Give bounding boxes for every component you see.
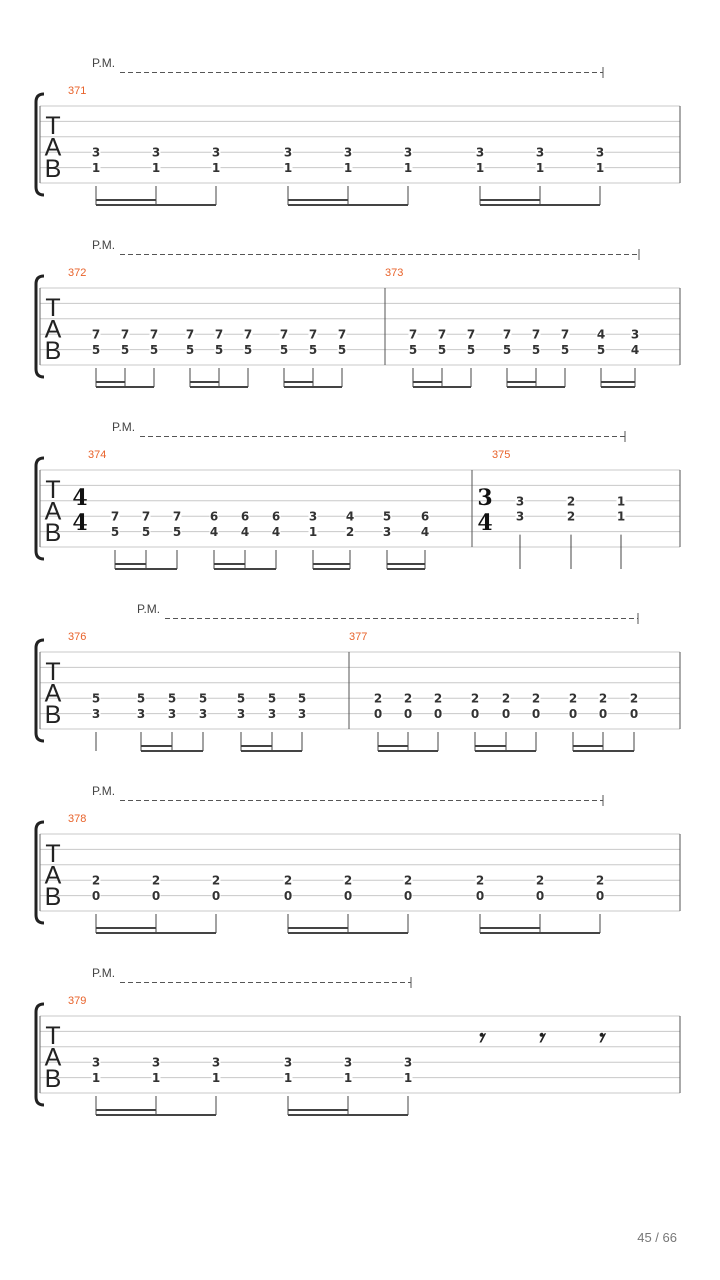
fret-number: 0 [535, 889, 545, 904]
fret-number: 2 [373, 691, 383, 706]
fret-number: 5 [214, 343, 224, 358]
tab-clef-letter: A [44, 1043, 62, 1072]
fret-number: 7 [279, 327, 289, 342]
fret-number: 7 [172, 509, 182, 524]
fret-number: 3 [151, 1055, 161, 1070]
tab-clef-letter: B [44, 155, 62, 183]
fret-number: 4 [596, 327, 606, 342]
time-signature-bottom: 4 [477, 510, 493, 536]
tab-clef-letter: T [45, 112, 61, 140]
fret-number: 5 [120, 343, 130, 358]
fret-number: 5 [437, 343, 447, 358]
fret-number: 7 [408, 327, 418, 342]
fret-number: 2 [598, 691, 608, 706]
fret-number: 2 [535, 873, 545, 888]
fret-number: 5 [136, 691, 146, 706]
fret-number: 2 [566, 509, 576, 524]
fret-number: 6 [420, 509, 430, 524]
fret-number: 7 [120, 327, 130, 342]
fret-number: 5 [110, 525, 120, 540]
fret-number: 7 [502, 327, 512, 342]
fret-number: 0 [403, 707, 413, 722]
fret-number: 0 [595, 889, 605, 904]
fret-number: 7 [308, 327, 318, 342]
fret-number: 0 [629, 707, 639, 722]
fret-number: 5 [279, 343, 289, 358]
tab-clef-letter: T [45, 840, 61, 868]
fret-number: 3 [91, 145, 101, 160]
fret-number: 6 [271, 509, 281, 524]
fret-number: 7 [243, 327, 253, 342]
measure-number: 374 [88, 449, 107, 461]
fret-number: 3 [403, 145, 413, 160]
fret-number: 4 [209, 525, 219, 540]
fret-number: 3 [535, 145, 545, 160]
tab-system [36, 238, 680, 387]
fret-number: 5 [466, 343, 476, 358]
fret-number: 1 [211, 161, 221, 176]
time-signature-top: 4 [72, 485, 88, 511]
fret-number: 1 [283, 1071, 293, 1086]
tab-clef-letter: T [45, 476, 61, 504]
fret-number: 2 [595, 873, 605, 888]
fret-number: 0 [373, 707, 383, 722]
measure-number: 371 [68, 85, 87, 97]
eighth-rest: 𝄾 [536, 1023, 544, 1052]
fret-number: 2 [343, 873, 353, 888]
fret-number: 3 [343, 1055, 353, 1070]
fret-number: 5 [198, 691, 208, 706]
measure-number: 379 [68, 995, 87, 1007]
fret-number: 5 [185, 343, 195, 358]
measure-number: 373 [385, 267, 404, 279]
tab-system [36, 784, 680, 933]
tab-clef-letter: T [45, 1022, 61, 1050]
fret-number: 5 [297, 691, 307, 706]
fret-number: 3 [198, 707, 208, 722]
fret-number: 5 [267, 691, 277, 706]
fret-number: 1 [616, 494, 626, 509]
time-signature-top: 3 [477, 485, 493, 511]
palm-mute-label: P.M. [92, 784, 116, 798]
fret-number: 1 [403, 161, 413, 176]
fret-number: 5 [502, 343, 512, 358]
tab-clef-letter: B [44, 883, 62, 911]
fret-number: 3 [136, 707, 146, 722]
fret-number: 3 [167, 707, 177, 722]
fret-number: 0 [568, 707, 578, 722]
fret-number: 5 [91, 691, 101, 706]
palm-mute-label: P.M. [112, 420, 136, 434]
fret-number: 0 [211, 889, 221, 904]
fret-number: 7 [110, 509, 120, 524]
fret-number: 3 [211, 145, 221, 160]
measure-number: 377 [349, 631, 368, 643]
fret-number: 5 [408, 343, 418, 358]
fret-number: 7 [149, 327, 159, 342]
fret-number: 4 [271, 525, 281, 540]
fret-number: 2 [629, 691, 639, 706]
fret-number: 2 [283, 873, 293, 888]
fret-number: 6 [240, 509, 250, 524]
fret-number: 2 [531, 691, 541, 706]
tab-clef-letter: T [45, 294, 61, 322]
time-signature-bottom: 4 [72, 510, 88, 536]
measure-number: 376 [68, 631, 87, 643]
fret-number: 5 [149, 343, 159, 358]
tab-clef-letter: T [45, 658, 61, 686]
fret-number: 2 [433, 691, 443, 706]
fret-number: 0 [343, 889, 353, 904]
eighth-rest: 𝄾 [476, 1023, 484, 1052]
fret-number: 5 [172, 525, 182, 540]
fret-number: 2 [470, 691, 480, 706]
tab-system [36, 56, 680, 205]
fret-number: 1 [91, 1071, 101, 1086]
page-separator: / [651, 1230, 663, 1245]
fret-number: 0 [151, 889, 161, 904]
fret-number: 1 [616, 509, 626, 524]
tab-system [36, 602, 680, 751]
fret-number: 3 [211, 1055, 221, 1070]
fret-number: 2 [475, 873, 485, 888]
fret-number: 3 [403, 1055, 413, 1070]
fret-number: 1 [308, 525, 318, 540]
fret-number: 3 [515, 509, 525, 524]
fret-number: 7 [141, 509, 151, 524]
fret-number: 1 [91, 161, 101, 176]
palm-mute-label: P.M. [92, 238, 116, 252]
fret-number: 7 [437, 327, 447, 342]
fret-number: 3 [308, 509, 318, 524]
fret-number: 3 [595, 145, 605, 160]
page-total: 66 [662, 1230, 677, 1245]
fret-number: 5 [596, 343, 606, 358]
tab-system [36, 966, 680, 1115]
fret-number: 1 [343, 1071, 353, 1086]
fret-number: 5 [167, 691, 177, 706]
fret-number: 3 [630, 327, 640, 342]
fret-number: 2 [91, 873, 101, 888]
fret-number: 3 [91, 1055, 101, 1070]
fret-number: 7 [560, 327, 570, 342]
fret-number: 6 [209, 509, 219, 524]
fret-number: 7 [337, 327, 347, 342]
fret-number: 0 [598, 707, 608, 722]
fret-number: 4 [240, 525, 250, 540]
fret-number: 0 [403, 889, 413, 904]
fret-number: 0 [91, 889, 101, 904]
eighth-rest: 𝄾 [596, 1023, 604, 1052]
fret-number: 1 [283, 161, 293, 176]
tab-clef-letter: B [44, 519, 62, 547]
tab-clef-letter: A [44, 133, 62, 162]
fret-number: 0 [433, 707, 443, 722]
fret-number: 1 [151, 161, 161, 176]
fret-number: 3 [382, 525, 392, 540]
fret-number: 3 [283, 1055, 293, 1070]
measure-number: 378 [68, 813, 87, 825]
fret-number: 2 [566, 494, 576, 509]
fret-number: 7 [185, 327, 195, 342]
palm-mute-label: P.M. [92, 56, 116, 70]
fret-number: 3 [475, 145, 485, 160]
fret-number: 2 [403, 691, 413, 706]
fret-number: 7 [531, 327, 541, 342]
measure-number: 375 [492, 449, 511, 461]
fret-number: 5 [382, 509, 392, 524]
fret-number: 5 [236, 691, 246, 706]
tab-clef-letter: B [44, 337, 62, 365]
fret-number: 4 [345, 509, 355, 524]
page-number [637, 1230, 677, 1245]
fret-number: 7 [91, 327, 101, 342]
fret-number: 0 [470, 707, 480, 722]
fret-number: 2 [501, 691, 511, 706]
fret-number: 2 [568, 691, 578, 706]
fret-number: 3 [267, 707, 277, 722]
fret-number: 5 [337, 343, 347, 358]
tab-clef-letter: B [44, 701, 62, 729]
fret-number: 1 [403, 1071, 413, 1086]
fret-number: 3 [151, 145, 161, 160]
fret-number: 3 [297, 707, 307, 722]
fret-number: 2 [403, 873, 413, 888]
fret-number: 1 [475, 161, 485, 176]
tab-clef-letter: A [44, 497, 62, 526]
palm-mute-label: P.M. [137, 602, 161, 616]
page-current: 45 [637, 1230, 652, 1245]
fret-number: 4 [420, 525, 430, 540]
palm-mute-label: P.M. [92, 966, 116, 980]
measure-number: 372 [68, 267, 87, 279]
fret-number: 5 [531, 343, 541, 358]
fret-number: 2 [211, 873, 221, 888]
fret-number: 5 [308, 343, 318, 358]
fret-number: 2 [345, 525, 355, 540]
fret-number: 3 [91, 707, 101, 722]
fret-number: 5 [560, 343, 570, 358]
fret-number: 3 [236, 707, 246, 722]
tab-clef-letter: A [44, 679, 62, 708]
fret-number: 1 [535, 161, 545, 176]
fret-number: 3 [343, 145, 353, 160]
fret-number: 0 [475, 889, 485, 904]
tab-system [36, 420, 680, 569]
fret-number: 0 [531, 707, 541, 722]
fret-number: 2 [151, 873, 161, 888]
tab-clef-letter: A [44, 861, 62, 890]
fret-number: 7 [466, 327, 476, 342]
tab-clef-letter: A [44, 315, 62, 344]
fret-number: 7 [214, 327, 224, 342]
fret-number: 5 [141, 525, 151, 540]
fret-number: 3 [515, 494, 525, 509]
fret-number: 1 [211, 1071, 221, 1086]
fret-number: 5 [243, 343, 253, 358]
fret-number: 3 [283, 145, 293, 160]
tab-clef-letter: B [44, 1065, 62, 1093]
fret-number: 4 [630, 343, 640, 358]
fret-number: 1 [595, 161, 605, 176]
fret-number: 0 [501, 707, 511, 722]
fret-number: 0 [283, 889, 293, 904]
fret-number: 5 [91, 343, 101, 358]
fret-number: 1 [343, 161, 353, 176]
fret-number: 1 [151, 1071, 161, 1086]
